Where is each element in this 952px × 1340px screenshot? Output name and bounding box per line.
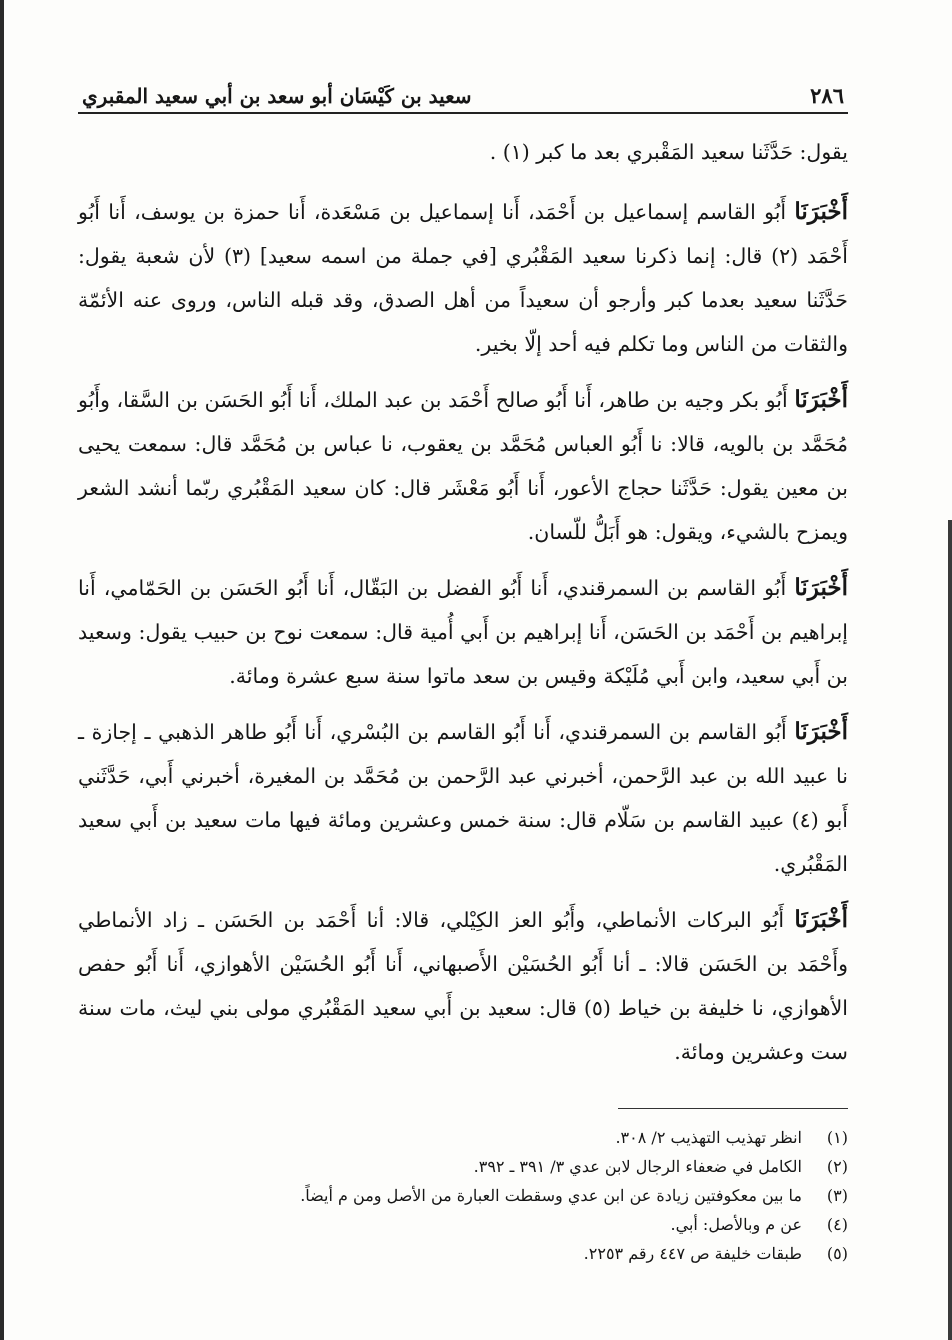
paragraph	[78, 190, 848, 366]
footnote-divider	[618, 1108, 848, 1109]
paragraph-text: يقول: حَدَّثَنا سعيد المَقْبري بعد ما كبر (١) .	[489, 140, 848, 164]
paragraph	[78, 710, 848, 886]
footnote-text: ما بين معكوفتين زيادة عن ابن عدي وسقطت العبارة من الأصل ومن م أيضاً.	[300, 1186, 802, 1205]
paragraph-lead: أَخْبَرَنَا	[794, 718, 848, 745]
footnote	[78, 1181, 848, 1210]
page-header	[78, 72, 848, 114]
paragraph-text: أَبُو القاسم بن السمرقندي، أَنا أَبُو القاسم بن البُسْري، أَنا أَبُو طاهر الذهبي ـ إجازة ـ نا عبيد الله بن عبد الرَّحمن، أخبرني عبد الرَّحمن بن مُحَمَّد بن المغيرة، أخبرني أَبي، حَدَّثَني أَبو (٤) عبيد القاسم بن سَلّام قال: سنة خمس وعشرين ومائة فيها مات سعيد بن أَبي سعيد المَقْبُري.	[78, 720, 848, 876]
page-number: ٢٨٦	[810, 83, 844, 108]
book-page	[78, 72, 848, 1268]
paragraph-lead: أَخْبَرَنَا	[794, 386, 848, 413]
footnote-text: انظر تهذيب التهذيب ٢/ ٣٠٨.	[615, 1128, 802, 1147]
scan-left-edge	[0, 0, 4, 1340]
footnote	[78, 1123, 848, 1152]
paragraph-lead: أَخْبَرَنَا	[794, 198, 848, 225]
paragraph	[78, 130, 848, 174]
footnote-number: (٤)	[826, 1215, 848, 1234]
paragraph-text: أَبُو بكر وجيه بن طاهر، أَنا أَبُو صالح أَحْمَد بن عبد الملك، أَنا أَبُو الحَسَن بن السَّقا، وأَبُو مُحَمَّد بن بالويه، قالا: نا أَبُو العباس مُحَمَّد بن يعقوب، نا عباس بن مُحَمَّد قال: سمعت يحيى بن معين يقول: حَدَّثَنا حجاج الأعور، أَنا أَبُو مَعْشَر قال: كان سعيد المَقْبُري ربّما أنشد الشعر ويمزح بالشيء، ويقول: هو أَبَلُّ للّسان.	[78, 388, 848, 544]
paragraph-text: أَبُو القاسم إسماعيل بن أَحْمَد، أَنا إسماعيل بن مَسْعَدة، أَنا حمزة بن يوسف، أَنا أَبُو أَحْمَد (٢) قال: إنما ذكرنا سعيد المَقْبُري [في جملة من اسمه سعيد] (٣) لأن شعبة يقول: حَدَّثَنا سعيد بعدما كبر وأرجو أن سعيداً من أهل الصدق، وقد قبله الناس، وروى عنه الأئمّة والثقات من الناس وما تكلم فيه أحد إلّا بخير.	[78, 200, 849, 356]
footnote-number: (٥)	[826, 1244, 848, 1263]
footnote	[78, 1210, 848, 1239]
scan-right-edge	[948, 520, 952, 1340]
paragraph-lead: أَخْبَرَنَا	[794, 574, 848, 601]
page-body	[78, 130, 848, 1074]
footnote-number: (٣)	[826, 1186, 848, 1205]
paragraph-text: أَبُو البركات الأنماطي، وأَبُو العز الكِيْلي، قالا: أنا أَحْمَد بن الحَسَن ـ زاد الأنماطي وأَحْمَد بن الحَسَن قالا: ـ أنا أَبُو الحُسَيْن الأَصبهاني، أَنا أَبُو الحُسَيْن الأهوازي، أَنا أَبُو حفص الأهوازي، نا خليفة بن خياط (٥) قال: سعيد بن أَبي سعيد المَقْبُري مولى بني ليث، مات سنة ست وعشرين ومائة.	[78, 908, 848, 1064]
paragraph	[78, 898, 848, 1074]
paragraph-lead: أَخْبَرَنَا	[794, 906, 848, 933]
footnotes	[78, 1123, 848, 1268]
footnote-text: الكامل في ضعفاء الرجال لابن عدي ٣/ ٣٩١ ـ ٣٩٢.	[473, 1157, 802, 1176]
footnote-text: عن م وبالأصل: أبي.	[670, 1215, 802, 1234]
paragraph-text: أَبُو القاسم بن السمرقندي، أَنا أَبُو الفضل بن البَقّال، أَنا أَبُو الحَسَن بن الحَمّامي، أَنا إبراهيم بن أَحْمَد بن الحَسَن، أَنا إبراهيم بن أَبي أُمية قال: سمعت نوح بن حبيب يقول: وسعيد بن أَبي سعيد، وابن أَبي مُلَيْكة وقيس بن سعد ماتوا سنة سبع عشرة ومائة.	[78, 576, 848, 688]
paragraph	[78, 566, 848, 698]
running-title: سعيد بن كَيْسَان أبو سعد بن أبي سعيد المقبري	[82, 84, 472, 108]
footnote-number: (١)	[826, 1128, 848, 1147]
footnote-number: (٢)	[826, 1157, 848, 1176]
paragraph	[78, 378, 848, 554]
footnote-text: طبقات خليفة ص ٤٤٧ رقم ٢٢٥٣.	[583, 1244, 802, 1263]
footnote	[78, 1152, 848, 1181]
footnote	[78, 1239, 848, 1268]
